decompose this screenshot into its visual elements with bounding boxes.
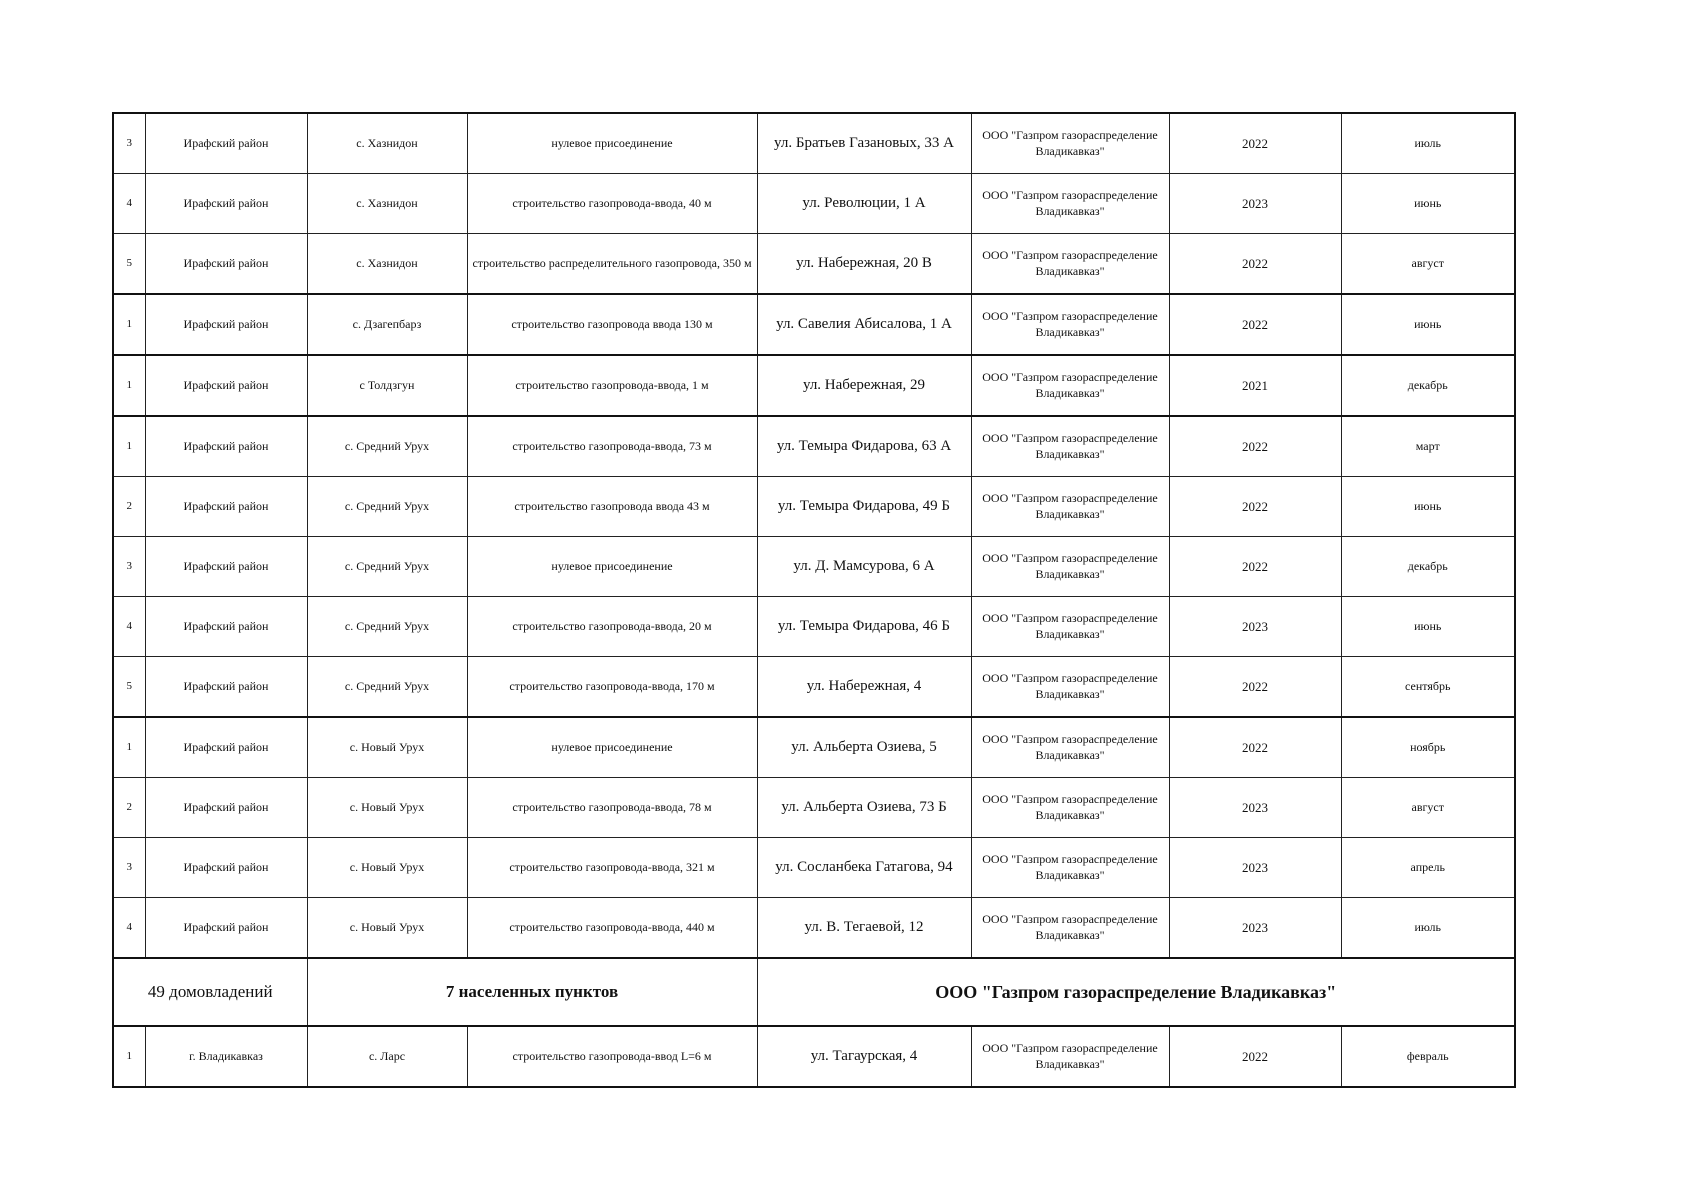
month-cell: июнь: [1341, 597, 1515, 657]
settlements-total: 7 населенных пунктов: [307, 958, 757, 1026]
settlement-cell: с. Средний Урух: [307, 416, 467, 477]
year-cell: 2023: [1169, 174, 1341, 234]
organization-cell: ООО "Газпром газораспределение Владикавказ": [971, 717, 1169, 778]
year-cell: 2022: [1169, 1026, 1341, 1087]
work-type-cell: строительство газопровода ввода 130 м: [467, 294, 757, 355]
district-cell: г. Владикавказ: [145, 1026, 307, 1087]
row-number: 5: [113, 657, 145, 718]
row-number: 1: [113, 1026, 145, 1087]
district-cell: Ирафский район: [145, 477, 307, 537]
district-cell: Ирафский район: [145, 657, 307, 718]
district-cell: Ирафский район: [145, 234, 307, 295]
work-type-cell: строительство газопровода-ввода, 1 м: [467, 355, 757, 416]
summary-organization: ООО "Газпром газораспределение Владикавказ": [757, 958, 1515, 1026]
address-cell: ул. Сосланбека Гатагова, 94: [757, 838, 971, 898]
row-number: 1: [113, 355, 145, 416]
settlement-cell: с. Новый Урух: [307, 898, 467, 959]
address-cell: ул. В. Тегаевой, 12: [757, 898, 971, 959]
year-cell: 2022: [1169, 717, 1341, 778]
month-cell: июль: [1341, 113, 1515, 174]
settlement-cell: с. Хазнидон: [307, 113, 467, 174]
year-cell: 2022: [1169, 477, 1341, 537]
organization-cell: ООО "Газпром газораспределение Владикавказ": [971, 537, 1169, 597]
month-cell: сентябрь: [1341, 657, 1515, 718]
settlement-cell: с. Новый Урух: [307, 717, 467, 778]
row-number: 4: [113, 174, 145, 234]
address-cell: ул. Набережная, 4: [757, 657, 971, 718]
address-cell: ул. Темыра Фидарова, 49 Б: [757, 477, 971, 537]
row-number: 3: [113, 113, 145, 174]
row-number: 2: [113, 477, 145, 537]
table-row: [113, 234, 1515, 295]
district-cell: Ирафский район: [145, 898, 307, 959]
row-number: 1: [113, 416, 145, 477]
work-type-cell: нулевое присоединение: [467, 537, 757, 597]
work-type-cell: строительство распределительного газопровода, 350 м: [467, 234, 757, 295]
row-number: 1: [113, 294, 145, 355]
row-number: 1: [113, 717, 145, 778]
year-cell: 2022: [1169, 416, 1341, 477]
district-cell: Ирафский район: [145, 113, 307, 174]
work-type-cell: строительство газопровода ввода 43 м: [467, 477, 757, 537]
settlement-cell: с. Средний Урух: [307, 537, 467, 597]
table-row: [113, 1026, 1515, 1087]
address-cell: ул. Темыра Фидарова, 63 А: [757, 416, 971, 477]
households-total: 49 домовладений: [113, 958, 307, 1026]
month-cell: февраль: [1341, 1026, 1515, 1087]
month-cell: июнь: [1341, 477, 1515, 537]
work-type-cell: строительство газопровода-ввод L=6 м: [467, 1026, 757, 1087]
year-cell: 2023: [1169, 597, 1341, 657]
work-type-cell: строительство газопровода-ввода, 321 м: [467, 838, 757, 898]
table-row: [113, 416, 1515, 477]
organization-cell: ООО "Газпром газораспределение Владикавказ": [971, 416, 1169, 477]
work-type-cell: нулевое присоединение: [467, 113, 757, 174]
settlement-cell: с. Хазнидон: [307, 234, 467, 295]
address-cell: ул. Тагаурская, 4: [757, 1026, 971, 1087]
address-cell: ул. Братьев Газановых, 33 А: [757, 113, 971, 174]
table-row: [113, 174, 1515, 234]
table-row: [113, 898, 1515, 959]
organization-cell: ООО "Газпром газораспределение Владикавказ": [971, 597, 1169, 657]
table-body: [113, 113, 1515, 1087]
address-cell: ул. Савелия Абисалова, 1 А: [757, 294, 971, 355]
month-cell: август: [1341, 778, 1515, 838]
address-cell: ул. Альберта Озиева, 5: [757, 717, 971, 778]
row-number: 2: [113, 778, 145, 838]
organization-cell: ООО "Газпром газораспределение Владикавказ": [971, 477, 1169, 537]
settlement-cell: с. Средний Урух: [307, 597, 467, 657]
table-row: [113, 537, 1515, 597]
month-cell: июнь: [1341, 174, 1515, 234]
address-cell: ул. Темыра Фидарова, 46 Б: [757, 597, 971, 657]
address-cell: ул. Д. Мамсурова, 6 А: [757, 537, 971, 597]
organization-cell: ООО "Газпром газораспределение Владикавказ": [971, 838, 1169, 898]
organization-cell: ООО "Газпром газораспределение Владикавказ": [971, 294, 1169, 355]
month-cell: апрель: [1341, 838, 1515, 898]
year-cell: 2023: [1169, 778, 1341, 838]
month-cell: март: [1341, 416, 1515, 477]
organization-cell: ООО "Газпром газораспределение Владикавказ": [971, 234, 1169, 295]
district-cell: Ирафский район: [145, 717, 307, 778]
table-row: [113, 778, 1515, 838]
month-cell: август: [1341, 234, 1515, 295]
year-cell: 2022: [1169, 537, 1341, 597]
settlement-cell: с. Средний Урух: [307, 657, 467, 718]
row-number: 4: [113, 898, 145, 959]
settlement-cell: с. Дзагепбарз: [307, 294, 467, 355]
table-row: [113, 838, 1515, 898]
month-cell: декабрь: [1341, 537, 1515, 597]
year-cell: 2023: [1169, 838, 1341, 898]
settlement-cell: с. Средний Урух: [307, 477, 467, 537]
year-cell: 2022: [1169, 657, 1341, 718]
work-type-cell: нулевое присоединение: [467, 717, 757, 778]
settlement-cell: с Толдзгун: [307, 355, 467, 416]
work-type-cell: строительство газопровода-ввода, 20 м: [467, 597, 757, 657]
district-cell: Ирафский район: [145, 416, 307, 477]
table-row: [113, 597, 1515, 657]
month-cell: июль: [1341, 898, 1515, 959]
organization-cell: ООО "Газпром газораспределение Владикавказ": [971, 1026, 1169, 1087]
district-cell: Ирафский район: [145, 537, 307, 597]
settlement-cell: с. Хазнидон: [307, 174, 467, 234]
table-row: [113, 355, 1515, 416]
district-cell: Ирафский район: [145, 838, 307, 898]
organization-cell: ООО "Газпром газораспределение Владикавказ": [971, 778, 1169, 838]
settlement-cell: с. Новый Урух: [307, 838, 467, 898]
year-cell: 2021: [1169, 355, 1341, 416]
summary-row: [113, 958, 1515, 1026]
gasification-table: [112, 112, 1516, 1088]
work-type-cell: строительство газопровода-ввода, 78 м: [467, 778, 757, 838]
district-cell: Ирафский район: [145, 294, 307, 355]
row-number: 5: [113, 234, 145, 295]
address-cell: ул. Набережная, 29: [757, 355, 971, 416]
year-cell: 2022: [1169, 113, 1341, 174]
organization-cell: ООО "Газпром газораспределение Владикавказ": [971, 174, 1169, 234]
district-cell: Ирафский район: [145, 778, 307, 838]
row-number: 3: [113, 537, 145, 597]
settlement-cell: с. Ларс: [307, 1026, 467, 1087]
row-number: 4: [113, 597, 145, 657]
work-type-cell: строительство газопровода-ввода, 440 м: [467, 898, 757, 959]
year-cell: 2022: [1169, 294, 1341, 355]
work-type-cell: строительство газопровода-ввода, 73 м: [467, 416, 757, 477]
year-cell: 2022: [1169, 234, 1341, 295]
district-cell: Ирафский район: [145, 174, 307, 234]
address-cell: ул. Альберта Озиева, 73 Б: [757, 778, 971, 838]
year-cell: 2023: [1169, 898, 1341, 959]
table-row: [113, 113, 1515, 174]
table-row: [113, 717, 1515, 778]
address-cell: ул. Набережная, 20 В: [757, 234, 971, 295]
organization-cell: ООО "Газпром газораспределение Владикавказ": [971, 355, 1169, 416]
organization-cell: ООО "Газпром газораспределение Владикавказ": [971, 898, 1169, 959]
organization-cell: ООО "Газпром газораспределение Владикавказ": [971, 113, 1169, 174]
work-type-cell: строительство газопровода-ввода, 40 м: [467, 174, 757, 234]
address-cell: ул. Революции, 1 А: [757, 174, 971, 234]
month-cell: ноябрь: [1341, 717, 1515, 778]
table-row: [113, 294, 1515, 355]
district-cell: Ирафский район: [145, 597, 307, 657]
table-row: [113, 657, 1515, 718]
work-type-cell: строительство газопровода-ввода, 170 м: [467, 657, 757, 718]
district-cell: Ирафский район: [145, 355, 307, 416]
table-row: [113, 477, 1515, 537]
row-number: 3: [113, 838, 145, 898]
month-cell: июнь: [1341, 294, 1515, 355]
organization-cell: ООО "Газпром газораспределение Владикавказ": [971, 657, 1169, 718]
settlement-cell: с. Новый Урух: [307, 778, 467, 838]
month-cell: декабрь: [1341, 355, 1515, 416]
